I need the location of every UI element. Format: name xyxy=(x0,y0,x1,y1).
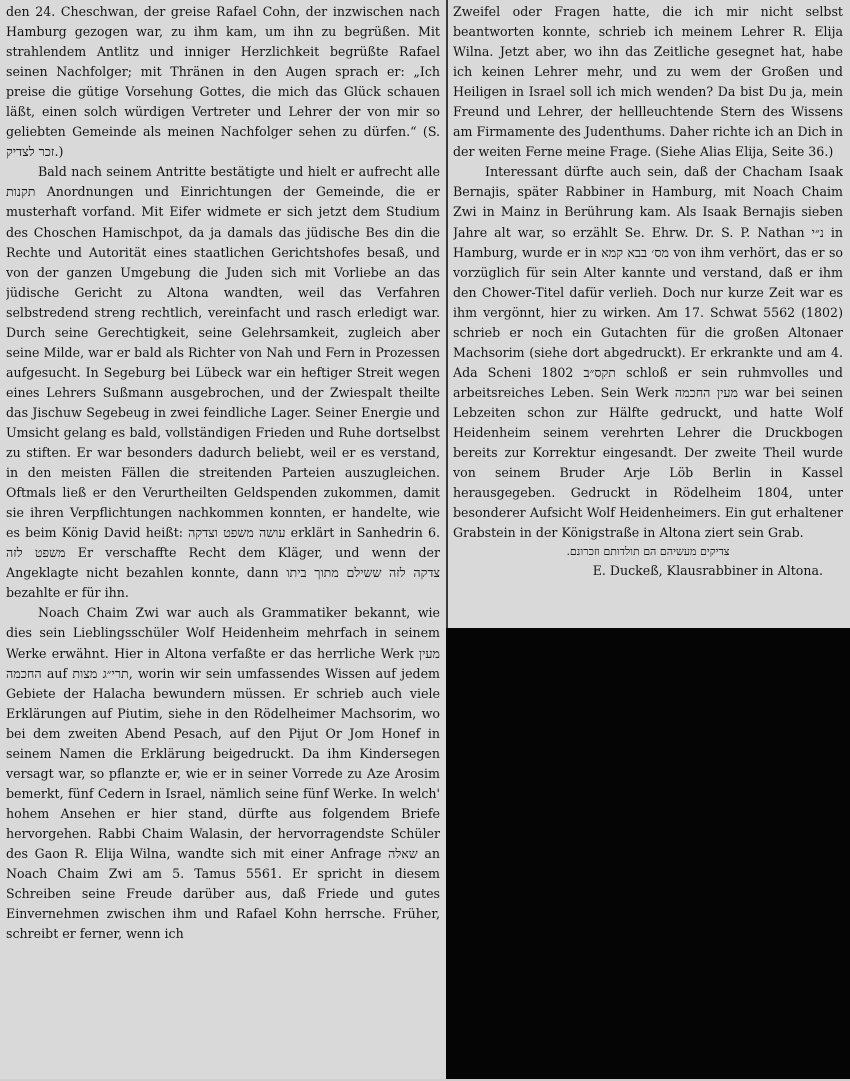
paragraph-1: den 24. Cheschwan, der greise Rafael Cohn, der inzwischen nach Hamburg gezogen war, zu ihm kam, um ihn zu begrüßen. Mit strahlendem Antlitz und inniger Herzlichkeit begrüßte Rafael seinen Nachfolger; mit Thränen in den Augen sprach er: „Ich preise die gütige Vorsehung Gottes, die mich das Glück schauen läßt, einen solch würdigen Vertreter und Lehrer der von mir so geliebten Gemeinde als meinen Nachfolger sehen zu dürfen.“ (S. זכר לצדיק.) xyxy=(6,4,440,160)
author-signature: E. Duckeß, Klausrabbiner in Altona. xyxy=(592,563,823,579)
blank-black-area xyxy=(446,628,850,1079)
paragraph-4: Zweifel oder Fragen hatte, die ich mir nicht selbst beantworten konnte, schrieb ich meinem Lehrer R. Elija Wilna. Jetzt aber, wo ihn das Zeitliche gesegnet hat, habe ich keinen Lehrer mehr, und zu wem der Großen und Heiligen in Israel soll ich mich wenden? Da bist Du ja, mein Freund und Lehrer, der hellleuchtende Stern des Wissens am Firmamente des Judenthums. Daher richte ich an Dich in der weiten Ferne meine Frage. (Siehe Alias Elija, Seite 36.) xyxy=(453,4,843,160)
paragraph-3: Noach Chaim Zwi war auch als Grammatiker bekannt, wie dies sein Lieblingsschüler Wolf Heidenheim mehrfach in seinem Werke erwähnt. Hier in Altona verfaßte er das herrliche Werk מעין החכמה auf תרי״ג מצות, worin wir sein umfassendes Wissen auf jedem Gebiete der Halacha bewundern müssen. Er schrieb auch viele Erklärungen auf Piutim, siehe in den Rödelheimer Machsorim, wo bei dem zweiten Abend Pesach, auf den Pijut Or Jom Honef in seinem Namen die Erklärung beigedruckt. Da ihm Kindersegen versagt war, so pflanzte er, wie er in seiner Vorrede zu Aze Arosim bemerkt, fünf Cedern in Israel, nämlich seine fünf Werke. In welch' hohem Ansehen er hier stand, dürfte aus folgendem Briefe hervorgehen. Rabbi Chaim Walasin, der hervorragendste Schüler des Gaon R. Elija Wilna, wandte sich mit einer Anfrage שאלה an Noach Chaim Zwi am 5. Tamus 5561. Er spricht in diesem Schreiben seine Freude darüber aus, daß Friede und gutes Einvernehmen zwischen ihm und Rafael Kohn herrsche. Früher, schreibt er ferner, wenn ich xyxy=(6,605,440,942)
right-column xyxy=(453,0,843,622)
paragraph-2: Bald nach seinem Antritte bestätigte und hielt er aufrecht alle תקנות Anordnungen und Einrichtungen der Gemeinde, die er musterhaft vorfand. Mit Eifer widmete er sich jetzt dem Studium des Choschen Hamischpot, da ja damals das jüdische Bes din die Rechte und Autorität eines staatlichen Gerichtshofes besaß, und von der ganzen Umgebung die Juden sich mit Vorliebe an das jüdische Gericht zu Altona wandten, weil das Verfahren selbstredend streng rechtlich, vereinfacht und rasch erledigt war. Durch seine Gerechtigkeit, seine Gelehrsamkeit, zugleich aber seine Milde, war er bald als Richter von Nah und Fern in Prozessen aufgesucht. In Segeburg bei Lübeck war ein heftiger Streit wegen eines Lehrers Sußmann ausgebrochen, und der Zwiespalt theilte das Jischuw Segebeug in zwei feindliche Lager. Seiner Energie und Umsicht gelang es bald, vollständigen Frieden und Ruhe dortselbst zu stiften. Er war besonders dadurch beliebt, weil er es verstand, in den meisten Fällen die streitenden Parteien auszugleichen. Oftmals ließ er den Verurtheilten Geldspenden zukommen, damit sie ihren Verpflichtungen nachkommen konnten, er handelte, wie es beim König David heißt: עושה משפט וצדקה erklärt in Sanhedrin 6. משפט לזה Er verschaffte Recht dem Kläger, und wenn der Angeklagte nicht bezahlen konnte, dann צדקה לזה ששילם מתוך ביתו bezahlte er für ihn. xyxy=(6,164,440,601)
left-column xyxy=(6,0,440,1081)
closing-hebrew-line: צדיקים מעשיהם הם תולדותם וזכרונם. xyxy=(566,545,730,559)
paragraph-5: Interessant dürfte auch sein, daß der Chacham Isaak Bernajis, später Rabbiner in Hamburg, mit Noach Chaim Zwi in Mainz in Berührung kam. Als Isaak Bernajis sieben Jahre alt war, so erzählt Se. Ehrw. Dr. S. P. Nathan נ״י in Hamburg, wurde er in מס׳ בבא קמא von ihm verhört, das er so vorzüglich für sein Alter kannte und verstand, daß er ihm den Chower-Titel dafür verlieh. Doch nur kurze Zeit war es ihm vergönnt, hier zu wirken. Am 17. Schwat 5562 (1802) schrieb er noch ein Gutachten für die großen Altonaer Machsorim (siehe dort abgedruckt). Er erkrankte und am 4. Ada Scheni תקס״ב 1802 schloß er sein ruhmvolles und arbeitsreiches Leben. Sein Werk מעין החכמה war bei seinen Lebzeiten schon zur Hälfte gedruckt, und hatte Wolf Heidenheim seinem verehrten Lehrer die Druckbogen bereits zur Korrektur eingesandt. Der zweite Theil wurde von seinem Bruder Arje Löb Berlin in Kassel herausgegeben. Gedruckt in Rödelheim 1804, unter besonderer Aufsicht Wolf Heidenheimers. Ein gut erhaltener Grabstein in der Königstraße in Altona ziert sein Grab. xyxy=(453,164,843,541)
